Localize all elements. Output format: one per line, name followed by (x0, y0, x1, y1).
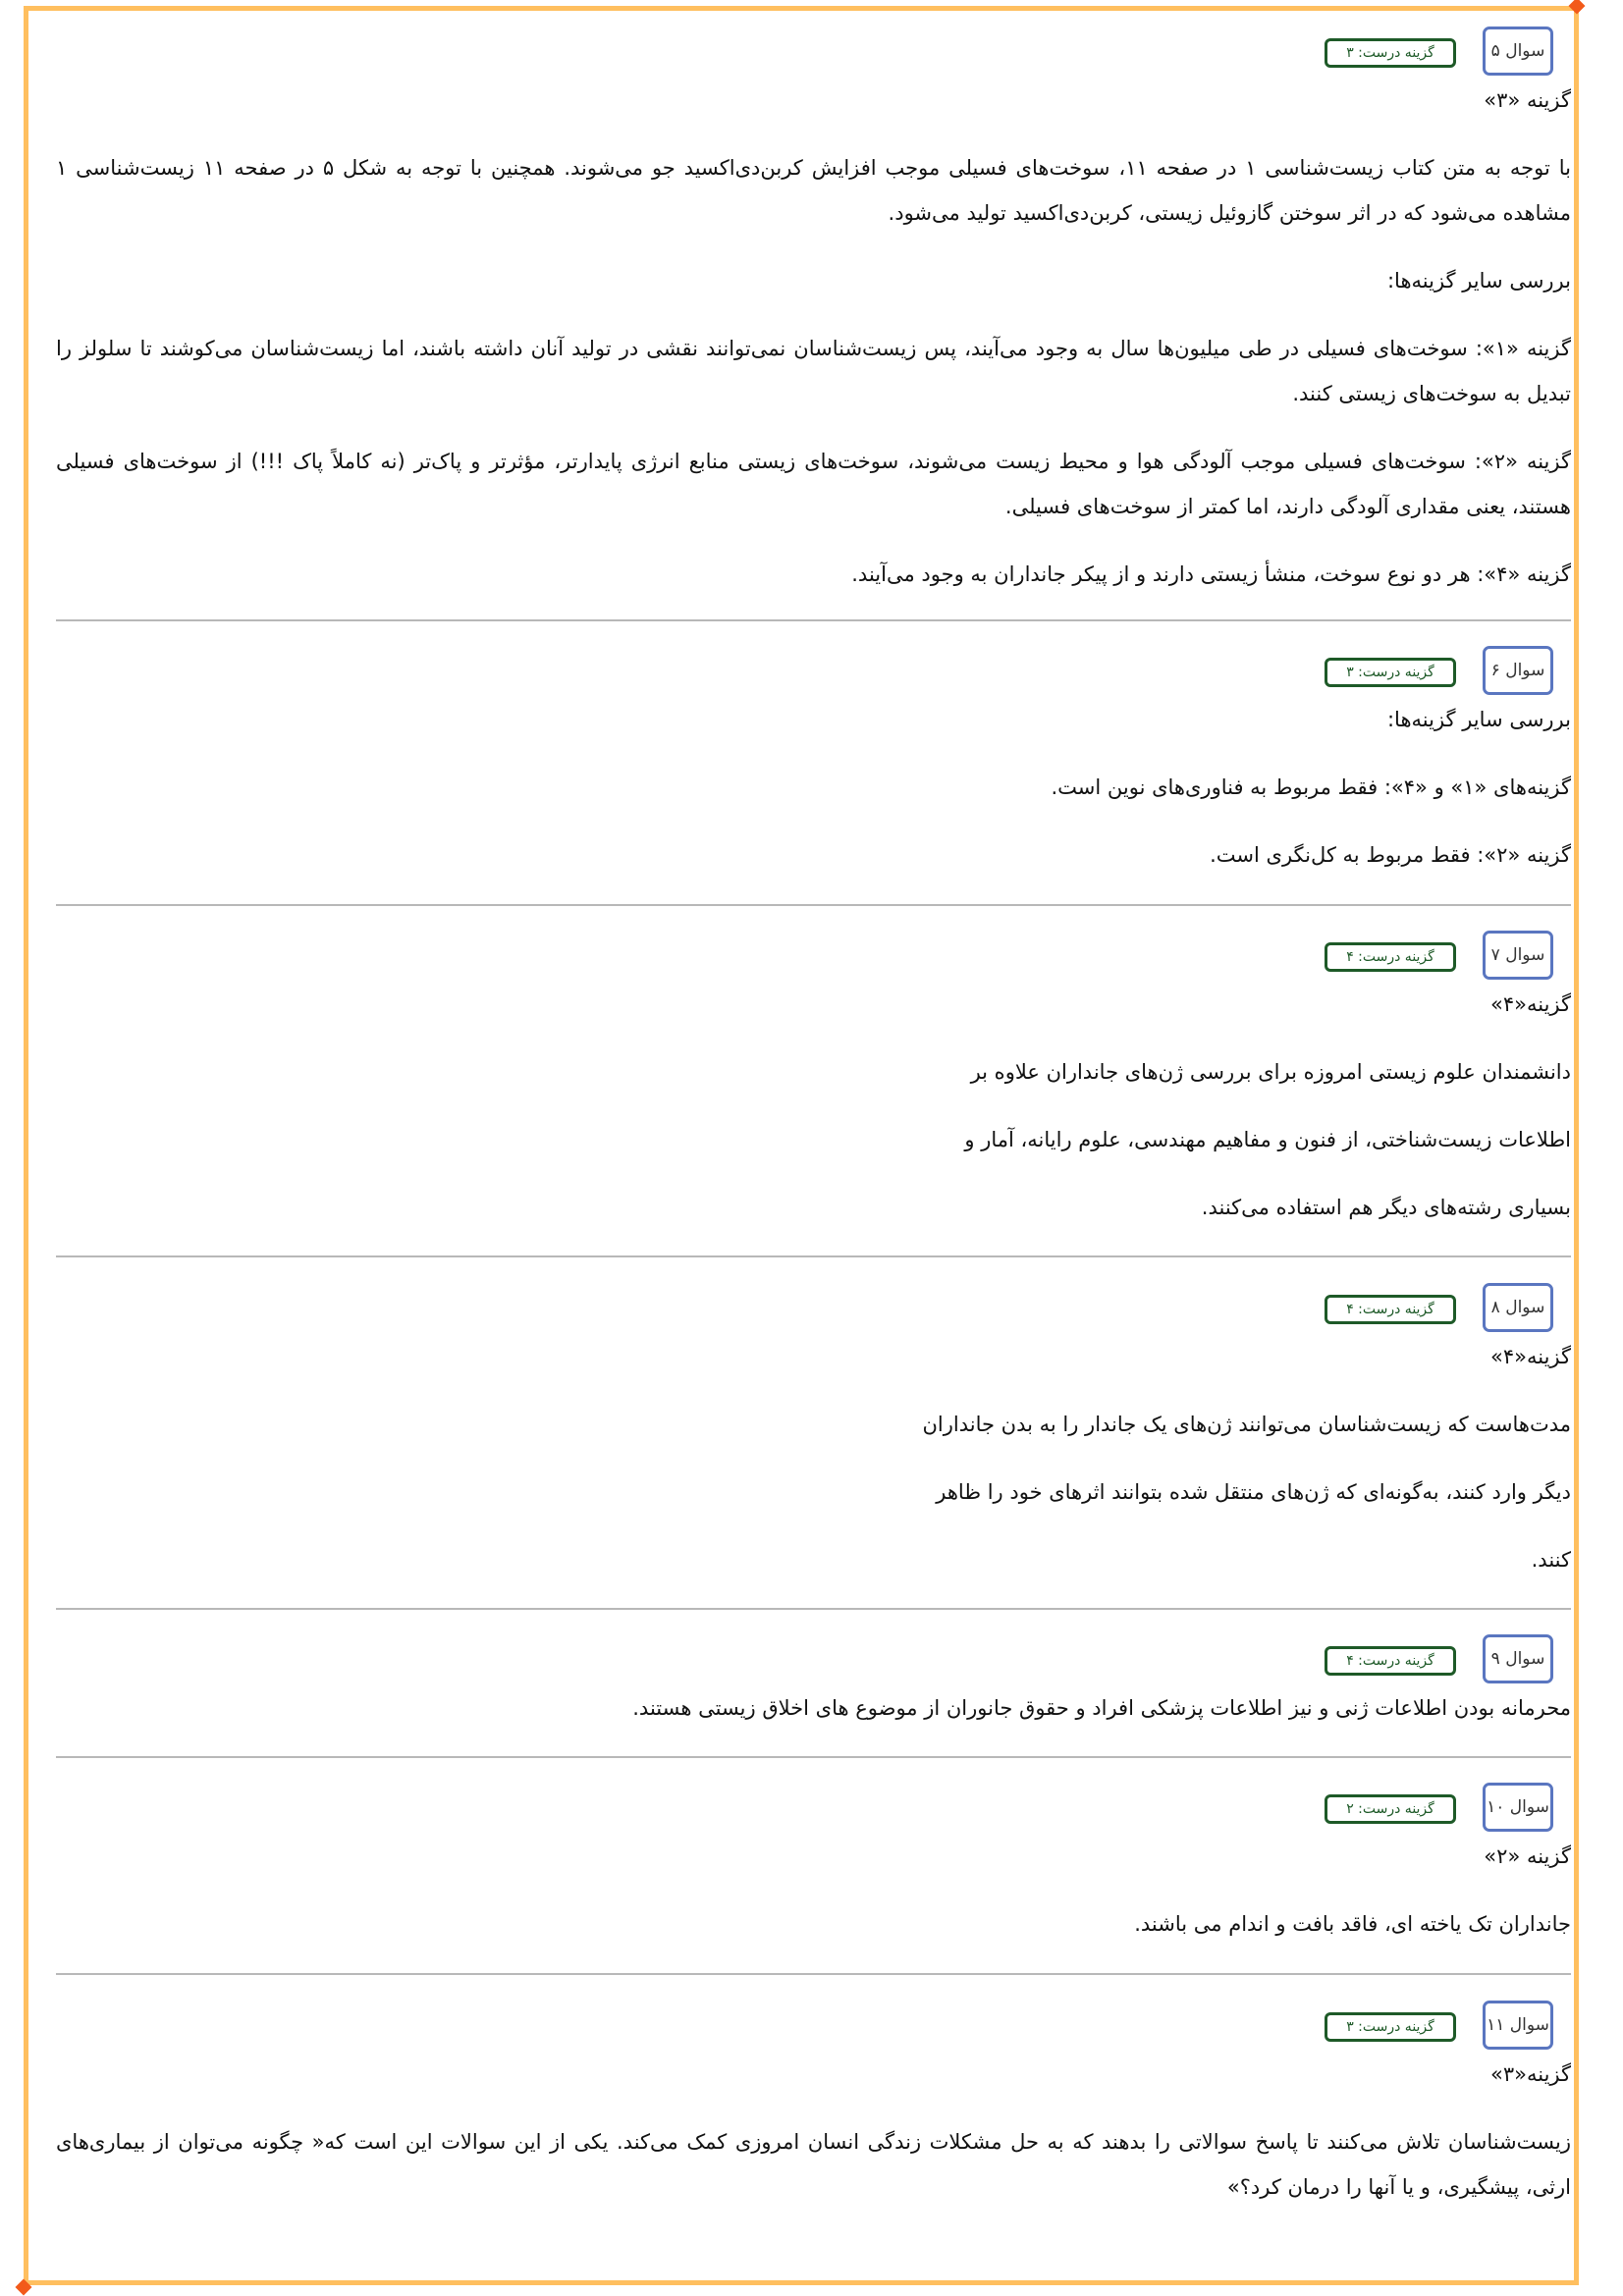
question-number-badge: سوال ۱۱ (1483, 2001, 1553, 2050)
answer-paragraph: گزینه‌های «۱» و «۴»: فقط مربوط به فناوری‌های نوین است. (1051, 775, 1571, 799)
question-section (56, 1783, 1571, 1969)
answer-paragraph: مدت‌هاست که زیست‌شناسان می‌توانند ژن‌های یک جاندار را به بدن جانداران (922, 1413, 1571, 1436)
question-section (56, 1283, 1571, 1605)
question-section (56, 646, 1571, 900)
divider (56, 1255, 1571, 1257)
answer-paragraph: بررسی سایر گزینه‌ها: (1386, 708, 1571, 731)
question-header (56, 27, 1571, 78)
correct-answer-badge: گزینه درست: ۲ (1325, 1794, 1456, 1824)
answer-paragraph: بسیاری رشته‌های دیگر هم استفاده می‌کنند. (1201, 1196, 1571, 1219)
answer-paragraph: دیگر وارد کنند، به‌گونه‌ای که ژن‌های منتقل شده بتوانند اثرهای خود را ظاهر (936, 1480, 1571, 1504)
question-number-badge: سوال ۶ (1483, 646, 1553, 695)
correct-answer-badge: گزینه درست: ۴ (1325, 942, 1456, 972)
question-section (56, 931, 1571, 1253)
correct-answer-badge: گزینه درست: ۳ (1325, 38, 1456, 68)
answer-paragraph: اطلاعات زیست‌شناختی، از فنون و مفاهیم مهندسی، علوم رایانه، آمار و (964, 1128, 1571, 1151)
question-number-badge: سوال ۱۰ (1483, 1783, 1553, 1832)
answer-paragraph: بررسی سایر گزینه‌ها: (1386, 269, 1571, 293)
divider (56, 1756, 1571, 1758)
correct-answer-badge: گزینه درست: ۴ (1325, 1646, 1456, 1676)
answer-paragraph: گزینه «۳» (1484, 88, 1571, 112)
answer-paragraph: گزینه«۴» (1489, 992, 1571, 1016)
answer-paragraph: زیست‌شناسان تلاش می‌کنند تا پاسخ سوالاتی را بدهند که به حل مشکلات زندگی انسان امروزی کمک می‌کند. یکی از این سوالات این است که« چگونه می‌توان از بیماری‌های ارثی، پیشگیری، و یا آنها را درمان کرد؟» (56, 2130, 1571, 2199)
question-section (56, 27, 1571, 619)
question-header (56, 2001, 1571, 2052)
question-number-badge: سوال ۷ (1483, 931, 1553, 980)
question-number-badge: سوال ۹ (1483, 1634, 1553, 1683)
answer-paragraph: گزینه «۴»: هر دو نوع سوخت، منشأ زیستی دارند و از پیکر جانداران به وجود می‌آیند. (851, 562, 1571, 586)
question-header (56, 646, 1571, 697)
divider (56, 904, 1571, 906)
divider (56, 1608, 1571, 1610)
answer-paragraph: دانشمندان علوم زیستی امروزه برای بررسی ژن‌های جانداران علاوه بر (970, 1060, 1571, 1084)
correct-answer-badge: گزینه درست: ۳ (1325, 2012, 1456, 2042)
question-section (56, 2001, 1571, 2232)
question-number-badge: سوال ۵ (1483, 27, 1553, 76)
divider (56, 1973, 1571, 1975)
correct-answer-badge: گزینه درست: ۴ (1325, 1295, 1456, 1324)
answer-paragraph: جانداران تک یاخته ای، فاقد بافت و اندام می باشند. (1134, 1912, 1571, 1936)
correct-answer-badge: گزینه درست: ۳ (1325, 658, 1456, 687)
answer-paragraph: محرمانه بودن اطلاعات ژنی و نیز اطلاعات پزشکی افراد و حقوق جانوران از موضوع های اخلاق زیستی هستند. (632, 1696, 1571, 1720)
answer-paragraph: با توجه به متن کتاب زیست‌شناسی ۱ در صفحه ۱۱، سوخت‌های فسیلی موجب افزایش کربن‌دی‌اکسید جو می‌شوند. همچنین با توجه به شکل ۵ در صفحه ۱۱ زیست‌شناسی ۱ مشاهده می‌شود که در اثر سوختن گازوئیل زیستی، کربن‌دی‌اکسید تولید می‌شود. (56, 156, 1571, 225)
question-header (56, 1634, 1571, 1685)
divider (56, 619, 1571, 621)
question-header (56, 931, 1571, 982)
answer-paragraph: گزینه «۲» (1484, 1844, 1571, 1868)
answer-paragraph: گزینه«۴» (1489, 1345, 1571, 1368)
answer-paragraph: گزینه«۳» (1489, 2062, 1571, 2086)
answer-paragraph: گزینه «۲»: فقط مربوط به کل‌نگری است. (1210, 843, 1571, 867)
question-number-badge: سوال ۸ (1483, 1283, 1553, 1332)
question-section (56, 1634, 1571, 1753)
answer-paragraph: گزینه «۱»: سوخت‌های فسیلی در طی میلیون‌ها سال به وجود می‌آیند، پس زیست‌شناسان نمی‌توانند نقشی در تولید آنان داشته باشند، اما زیست‌شناسان می‌کوشند تا سلولز را تبدیل به سوخت‌های زیستی کنند. (56, 337, 1571, 405)
question-header (56, 1783, 1571, 1834)
question-header (56, 1283, 1571, 1334)
answer-paragraph: کنند. (1531, 1548, 1571, 1572)
answer-paragraph: گزینه «۲»: سوخت‌های فسیلی موجب آلودگی هوا و محیط زیست می‌شوند، سوخت‌های زیستی منابع انرژی پایدارتر، مؤثرتر و پاک‌تر (نه کاملاً پاک !!!) از سوخت‌های فسیلی هستند، یعنی مقداری آلودگی دارند، اما کمتر از سوخت‌های فسیلی. (56, 450, 1571, 518)
